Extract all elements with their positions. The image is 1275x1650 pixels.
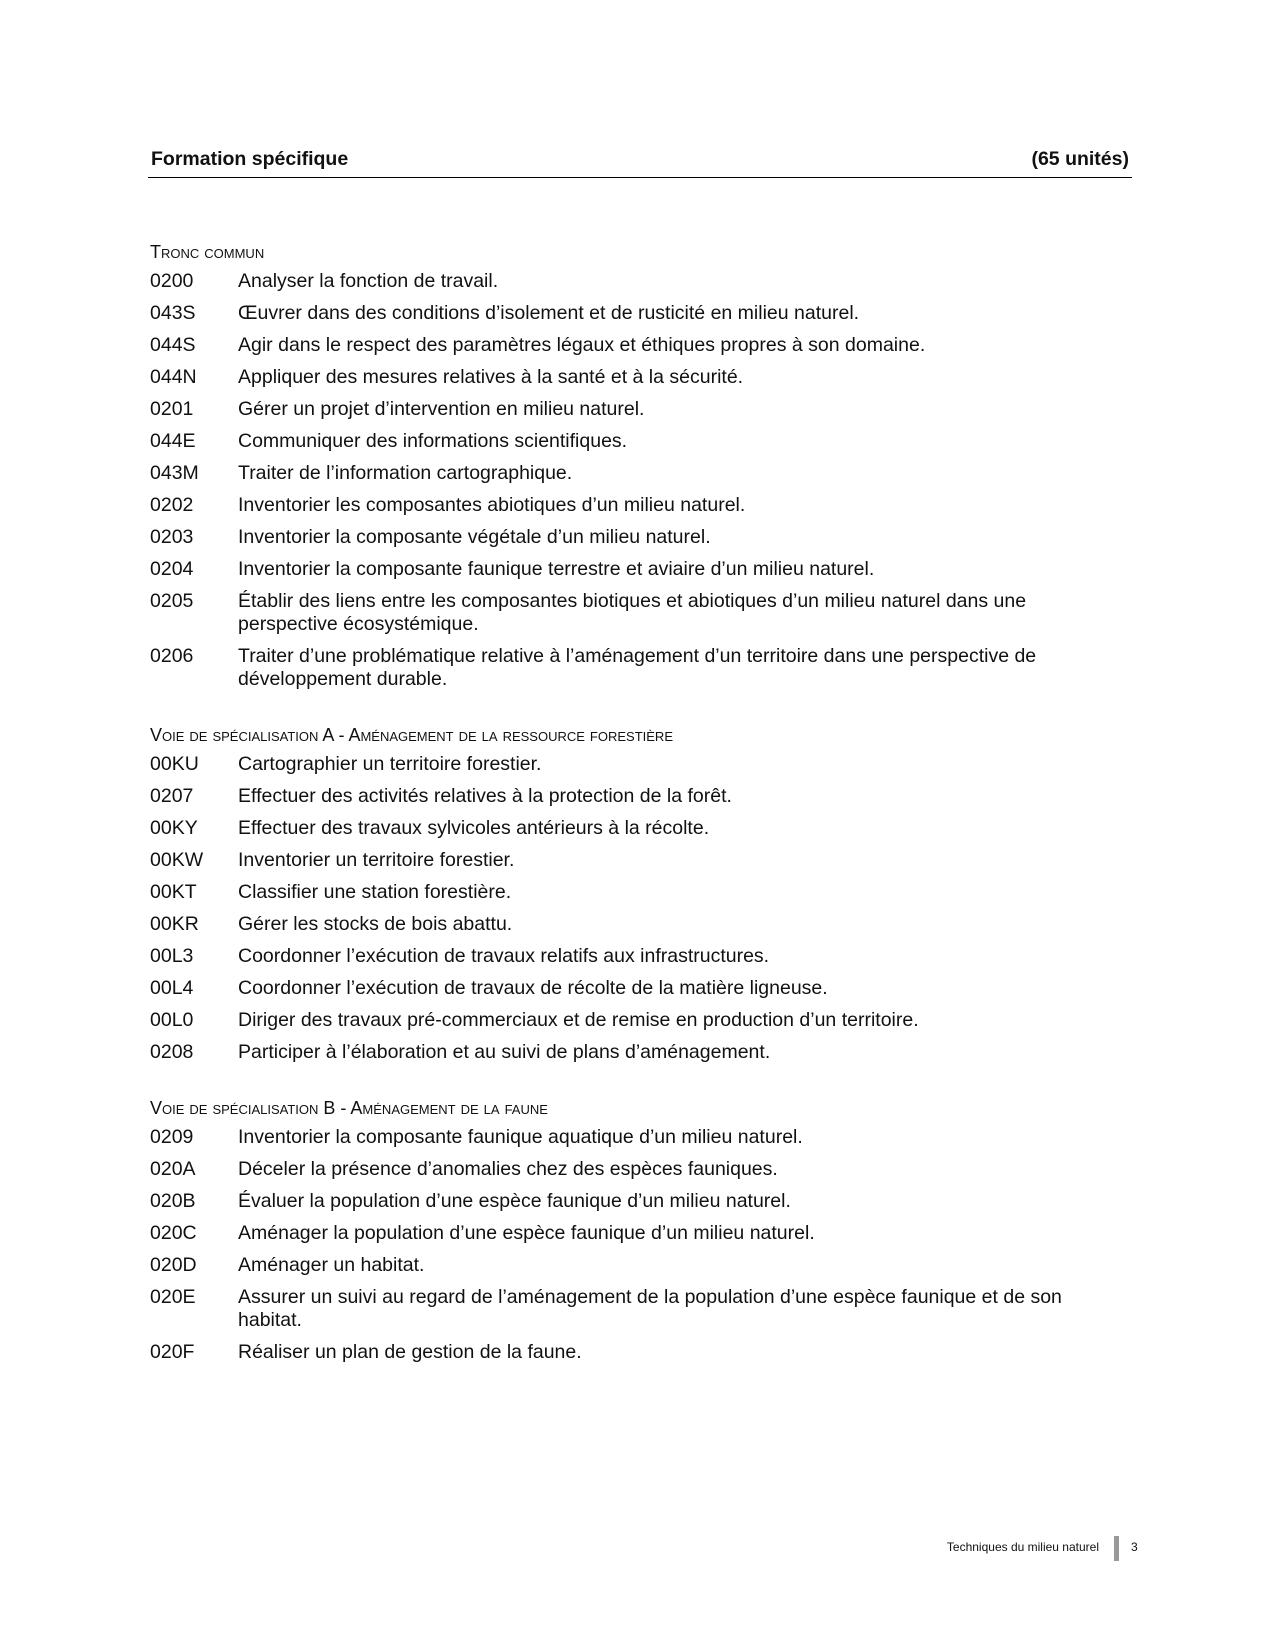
- competency-item: [150, 785, 1130, 808]
- competency-description: Inventorier la composante faunique aquatique d’un milieu naturel.: [238, 1126, 803, 1148]
- competency-description: Aménager un habitat.: [238, 1254, 425, 1276]
- competency-description: Traiter de l’information cartographique.: [238, 462, 573, 484]
- competency-code: 0209: [150, 1126, 194, 1148]
- competency-description: Inventorier les composantes abiotiques d’un milieu naturel.: [238, 494, 746, 516]
- competency-item: [150, 1158, 1130, 1181]
- competency-code: 0204: [150, 558, 194, 580]
- competency-description: Inventorier la composante faunique terrestre et aviaire d’un milieu naturel.: [238, 558, 875, 580]
- competency-item: [150, 1009, 1130, 1032]
- competency-description: Assurer un suivi au regard de l’aménagement de la population d’une espèce faunique et de son habitat.: [238, 1286, 1062, 1331]
- competency-description: Coordonner l’exécution de travaux de récolte de la matière ligneuse.: [238, 977, 828, 999]
- competency-item: [150, 1254, 1130, 1277]
- competency-code: 020E: [150, 1286, 196, 1308]
- competency-description: Communiquer des informations scientifiques.: [238, 430, 628, 452]
- competency-item: [150, 1222, 1130, 1245]
- competency-code: 020D: [150, 1254, 197, 1276]
- competency-code: 043S: [150, 302, 196, 324]
- competency-description: Effectuer des activités relatives à la protection de la forêt.: [238, 785, 732, 807]
- competency-code: 020F: [150, 1341, 195, 1363]
- competency-item: [150, 977, 1130, 1000]
- competency-item: [150, 1190, 1130, 1213]
- competency-item: [150, 1286, 1130, 1332]
- competency-item: [150, 849, 1130, 872]
- competency-code: 043M: [150, 462, 199, 484]
- competency-description: Gérer les stocks de bois abattu.: [238, 913, 513, 935]
- competency-item: [150, 1126, 1130, 1149]
- competency-item: [150, 334, 1130, 357]
- section-header: [148, 148, 1132, 178]
- competency-section: [150, 1096, 1130, 1364]
- competency-description: Œuvrer dans des conditions d’isolement et de rusticité en milieu naturel.: [238, 302, 860, 324]
- competency-description: Agir dans le respect des paramètres légaux et éthiques propres à son domaine.: [238, 334, 926, 356]
- competency-code: 020B: [150, 1190, 196, 1212]
- competency-description: Inventorier la composante végétale d’un milieu naturel.: [238, 526, 711, 548]
- competency-code: 00KW: [150, 849, 204, 871]
- footer-divider: [1114, 1536, 1119, 1561]
- footer-title: Techniques du milieu naturel: [946, 1540, 1099, 1554]
- competency-code: 044E: [150, 430, 196, 452]
- competency-item: [150, 1341, 1130, 1364]
- competency-item: [150, 1041, 1130, 1064]
- competency-description: Appliquer des mesures relatives à la santé et à la sécurité.: [238, 366, 744, 388]
- competency-item: [150, 462, 1130, 485]
- header-title: Formation spécifique: [151, 148, 349, 170]
- competency-item: [150, 430, 1130, 453]
- competency-section: [150, 240, 1130, 691]
- competency-code: 00KU: [150, 753, 199, 775]
- competency-item: [150, 590, 1130, 636]
- competency-code: 0207: [150, 785, 194, 807]
- competency-code: 00L0: [150, 1009, 194, 1031]
- competency-code: 020C: [150, 1222, 197, 1244]
- page-number: 3: [1131, 1540, 1138, 1554]
- competency-description: Gérer un projet d’intervention en milieu naturel.: [238, 398, 645, 420]
- competency-description: Effectuer des travaux sylvicoles antérieurs à la récolte.: [238, 817, 710, 839]
- competency-item: [150, 881, 1130, 904]
- competency-code: 0206: [150, 645, 194, 667]
- competency-description: Analyser la fonction de travail.: [238, 270, 499, 292]
- competency-description: Évaluer la population d’une espèce faunique d’un milieu naturel.: [238, 1190, 791, 1212]
- section-title: Voie de spécialisation A - Aménagement de la ressource forestière: [150, 725, 673, 745]
- competency-code: 0205: [150, 590, 194, 612]
- competency-code: 00KT: [150, 881, 197, 903]
- competency-item: [150, 398, 1130, 421]
- competency-item: [150, 494, 1130, 517]
- competency-item: [150, 817, 1130, 840]
- section-title: Tronc commun: [150, 242, 265, 262]
- competency-code: 00KY: [150, 817, 198, 839]
- competency-code: 0203: [150, 526, 194, 548]
- competency-description: Cartographier un territoire forestier.: [238, 753, 542, 775]
- competency-code: 0201: [150, 398, 194, 420]
- competency-item: [150, 558, 1130, 581]
- competency-description: Classifier une station forestière.: [238, 881, 512, 903]
- competency-description: Participer à l’élaboration et au suivi de plans d’aménagement.: [238, 1041, 771, 1063]
- competency-description: Réaliser un plan de gestion de la faune.: [238, 1341, 582, 1363]
- competency-description: Aménager la population d’une espèce faunique d’un milieu naturel.: [238, 1222, 815, 1244]
- competency-code: 00L3: [150, 945, 194, 967]
- competency-item: [150, 753, 1130, 776]
- competency-description: Déceler la présence d’anomalies chez des espèces fauniques.: [238, 1158, 778, 1180]
- competency-list: [150, 240, 1130, 1396]
- competency-description: Inventorier un territoire forestier.: [238, 849, 515, 871]
- section-title: Voie de spécialisation B - Aménagement de la faune: [150, 1098, 548, 1118]
- competency-item: [150, 302, 1130, 325]
- competency-item: [150, 366, 1130, 389]
- competency-description: Établir des liens entre les composantes biotiques et abiotiques d’un milieu naturel dans une perspective écosystémique.: [238, 590, 1027, 635]
- competency-item: [150, 913, 1130, 936]
- competency-item: [150, 645, 1130, 691]
- competency-code: 0200: [150, 270, 194, 292]
- competency-description: Traiter d’une problématique relative à l’aménagement d’un territoire dans une perspective de développement durable.: [238, 645, 1037, 690]
- competency-item: [150, 945, 1130, 968]
- competency-code: 00KR: [150, 913, 199, 935]
- competency-code: 044N: [150, 366, 197, 388]
- competency-code: 0208: [150, 1041, 194, 1063]
- competency-code: 00L4: [150, 977, 194, 999]
- competency-code: 044S: [150, 334, 196, 356]
- header-units: (65 unités): [1031, 148, 1129, 170]
- competency-section: [150, 723, 1130, 1064]
- competency-item: [150, 526, 1130, 549]
- competency-description: Diriger des travaux pré-commerciaux et de remise en production d’un territoire.: [238, 1009, 919, 1031]
- competency-item: [150, 270, 1130, 293]
- competency-code: 0202: [150, 494, 194, 516]
- competency-description: Coordonner l’exécution de travaux relatifs aux infrastructures.: [238, 945, 770, 967]
- competency-code: 020A: [150, 1158, 196, 1180]
